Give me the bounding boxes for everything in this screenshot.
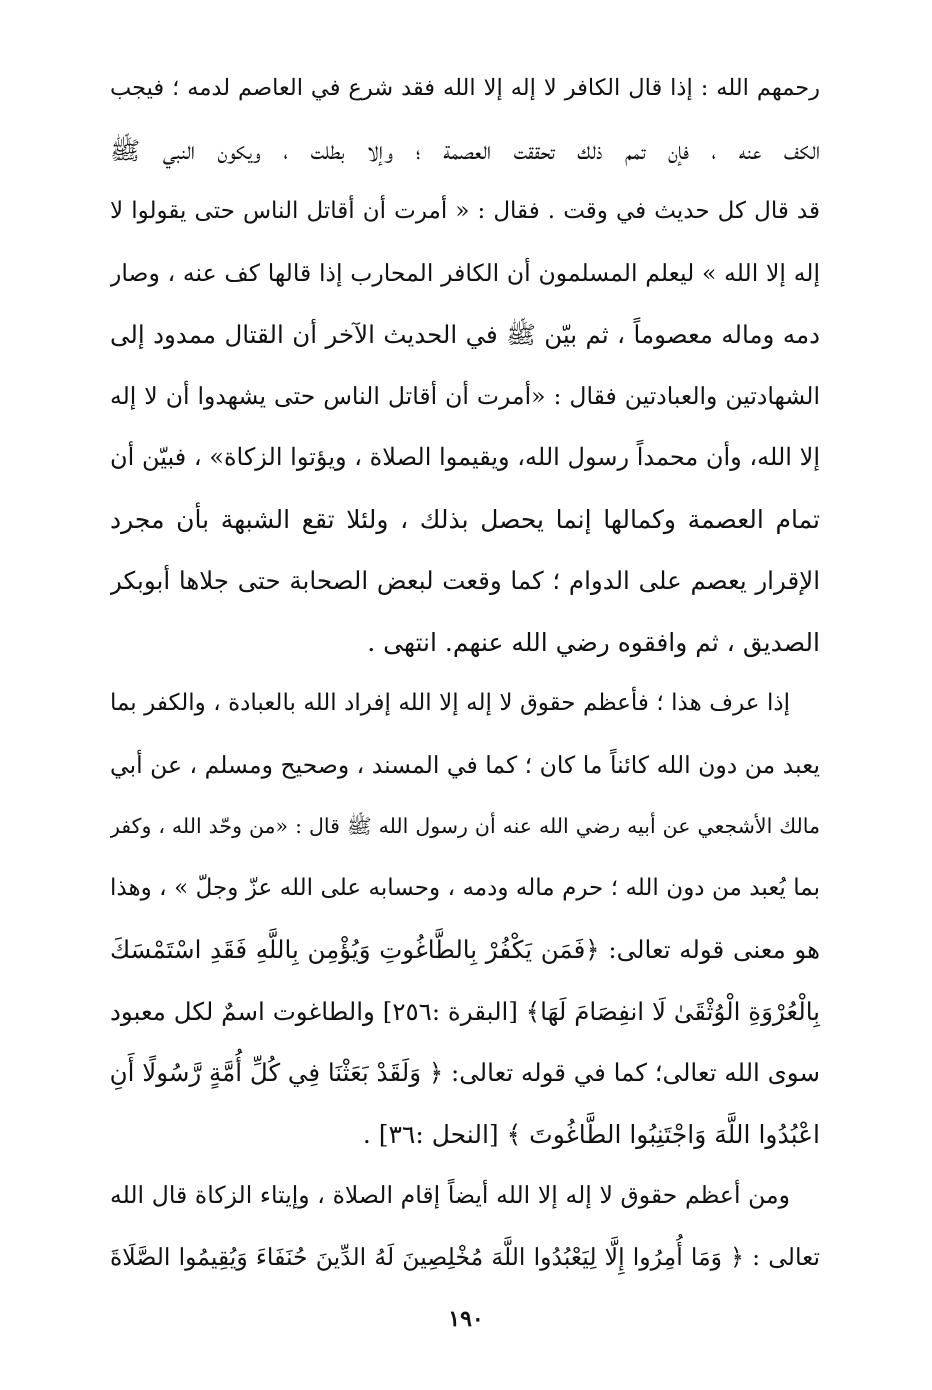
text-line-10: الصديق ، ثم وافقوه رضي الله عنهم. انتهى .	[367, 627, 820, 657]
text-line-2: الكف عنه ، فإن تمم ذلك تحققت العصمة ؛ وإلا بطلت ، ويكون النبي ﷺ	[110, 135, 820, 165]
text-line-19: ومن أعظم حقوق لا إله إلا الله أيضاً إقام الصلاة ، وإيتاء الزكاة قال الله	[110, 1181, 790, 1209]
body-text	[110, 58, 820, 1288]
text-line-9: الإقرار يعصم على الدوام ؛ كما وقعت لبعض الصحابة حتى جلاها أبوبكر	[110, 566, 820, 595]
text-line-8: تمام العصمة وكمالها إنما يحصل بذلك ، ولئلا تقع الشبهة بأن مجرد	[110, 504, 820, 534]
text-line-11: إذا عرف هذا ؛ فأعظم حقوق لا إله إلا الله إفراد الله بالعبادة ، والكفر بما	[110, 690, 790, 716]
text-line-12: يعبد من دون الله كائناً ما كان ؛ كما في المسند ، وصحيح ومسلم ، عن أبي	[110, 750, 820, 779]
text-line-7: إلا الله، وأن محمداً رسول الله، ويقيموا الصلاة ، ويؤتوا الزكاة» ، فبيّن أن	[110, 443, 820, 471]
page-number: ١٩٠	[448, 1306, 484, 1332]
text-line-4: إله إلا الله » ليعلم المسلمون أن الكافر المحارب إذا قالها كف عنه ، وصار	[110, 258, 820, 287]
text-line-5: دمه وماله معصوماً ، ثم بيّن ﷺ في الحديث الآخر أن القتال ممدود إلى	[110, 320, 820, 349]
text-line-18: اعْبُدُوا اللَّهَ وَاجْتَنِبُوا الطَّاغُوتَ ﴾ [النحل :٣٦] .	[362, 1119, 820, 1149]
text-line-16: بِالْعُرْوَةِ الْوُثْقَىٰ لَا انفِصَامَ لَهَا﴾ [البقرة :٢٥٦] والطاغوت اسمٌ لكل معبود	[110, 996, 820, 1026]
text-line-1: رحمهم الله : إذا قال الكافر لا إله إلا الله فقد شرع في العاصم لدمه ؛ فيجب	[110, 75, 820, 101]
text-line-15: هو معنى قوله تعالى: ﴿فَمَن يَكْفُرْ بِالطَّاغُوتِ وَيُؤْمِن بِاللَّهِ فَقَدِ اسْتَمْسَكَ	[110, 935, 820, 964]
text-line-3: قد قال كل حديث في وقت . فقال : « أمرت أن أقاتل الناس حتى يقولوا لا	[110, 198, 820, 224]
text-line-20: تعالى : ﴿ وَمَا أُمِرُوا إِلَّا لِيَعْبُدُوا اللَّهَ مُخْلِصِينَ لَهُ الدِّينَ حُنَفَاءَ وَيُقِيمُوا الصَّلَاةَ	[110, 1242, 820, 1271]
text-line-6: الشهادتين والعبادتين فقال : «أمرت أن أقاتل الناس حتى يشهدوا أن لا إله	[110, 381, 820, 410]
text-line-14: بما يُعبد من دون الله ؛ حرم ماله ودمه ، وحسابه على الله عزّ وجلّ » ، وهذا	[110, 874, 820, 901]
text-line-17: سوى الله تعالى؛ كما في قوله تعالى: ﴿ وَلَقَدْ بَعَثْنَا فِي كُلِّ أُمَّةٍ رَّسُولًا أَنِ	[110, 1058, 820, 1087]
text-line-13: مالك الأشجعي عن أبيه رضي الله عنه أن رسول الله ﷺ قال : «من وحّد الله ، وكفر	[110, 814, 820, 838]
